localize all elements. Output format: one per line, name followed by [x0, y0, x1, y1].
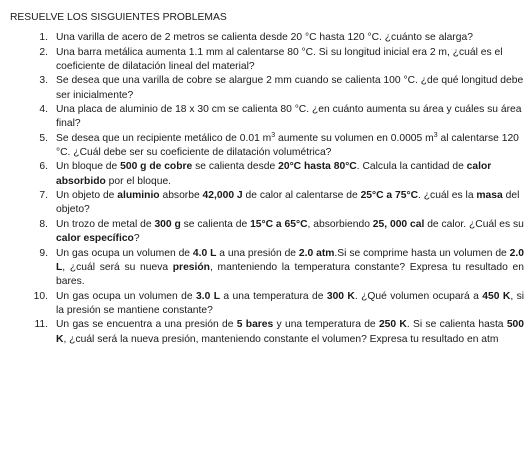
- problem-item: [10, 74, 526, 103]
- problem-number: 3.: [39, 75, 48, 87]
- bold-value: 5 bares: [236, 319, 274, 331]
- text-run: . Si se calienta hasta: [406, 319, 507, 331]
- text-run: se calienta de: [180, 218, 251, 230]
- text-run: .Si se comprime hasta un volumen de: [334, 247, 510, 259]
- bold-value: 500 g de cobre: [120, 161, 193, 173]
- problem-list: [10, 31, 526, 347]
- text-run: Una placa de aluminio de 18 x 30 cm se calienta 80 °C. ¿en cuánto aumenta su área y cuáles su área final?: [56, 104, 522, 130]
- problem-text: [56, 132, 526, 161]
- bold-value: 250 K: [378, 319, 407, 331]
- bold-value: 42,000 J: [202, 190, 243, 202]
- problem-number: 10.: [33, 290, 48, 302]
- bold-value: calor específico: [56, 233, 134, 245]
- bold-value: 25, 000 cal: [372, 218, 425, 230]
- problem-item: [10, 318, 526, 347]
- text-run: al calentarse 120 °C. ¿Cuál debe ser su coeficiente de dilatación volumétrica?: [56, 132, 519, 159]
- superscript: 3: [271, 131, 276, 139]
- problem-text: [56, 247, 526, 290]
- bold-value: 300 g: [154, 218, 181, 230]
- problem-item: [10, 218, 526, 247]
- page-title: RESUELVE LOS SISGUIENTES PROBLEMAS: [10, 12, 227, 23]
- problem-number: 9.: [39, 247, 48, 259]
- problem-number: 6.: [39, 161, 48, 173]
- text-run: Un objeto de: [56, 190, 118, 202]
- text-run: del objeto?: [56, 190, 520, 216]
- text-run: Un gas ocupa un volumen de: [56, 290, 196, 302]
- bold-value: 20°C hasta 80°C: [278, 161, 357, 173]
- text-run: Se desea que una varilla de cobre se alargue 2 mm cuando se calienta 100 °C. ¿de qué longitud debe ser inicialmente?: [56, 75, 524, 101]
- problem-number: 11.: [34, 319, 48, 331]
- text-run: Un bloque de: [56, 161, 121, 173]
- problem-text: [56, 103, 526, 132]
- problem-item: [10, 31, 526, 45]
- text-run: absorbe: [159, 190, 203, 202]
- text-run: , absorbiendo: [307, 218, 373, 230]
- bold-value: 450 K: [482, 290, 511, 302]
- problem-number: 7.: [39, 190, 48, 202]
- bold-value: 300 K: [326, 290, 355, 302]
- problem-text: [56, 74, 526, 103]
- text-run: Una barra metálica aumenta 1.1 mm al calentarse 80 °C. Si su longitud inicial era 2 m, ¿cuál es el coeficiente de dilatación lineal del material?: [56, 46, 503, 73]
- problem-text: [56, 218, 526, 247]
- text-run: , ¿cuál será la nueva presión, manteniendo constante el volumen? Expresa tu resultado en atm: [63, 333, 499, 345]
- problem-number: 8.: [39, 218, 48, 230]
- bold-value: calor absorbido: [56, 161, 492, 187]
- problem-number: 4.: [39, 104, 48, 116]
- problem-item: [10, 247, 526, 290]
- problem-text: [56, 189, 526, 218]
- text-run: de calor al calentarse de: [242, 190, 361, 202]
- problem-item: [10, 103, 526, 132]
- text-run: aumente su volumen en 0.0005 m: [275, 132, 434, 144]
- bold-value: masa: [476, 190, 503, 202]
- text-run: ?: [133, 233, 140, 245]
- bold-value: 3.0 L: [196, 290, 220, 302]
- problem-item: [10, 189, 526, 218]
- problem-item: [10, 290, 526, 319]
- text-run: y una temperatura de: [273, 319, 379, 331]
- text-run: de calor. ¿Cuál es su: [424, 218, 524, 230]
- text-run: , si la presión se mantiene constante?: [56, 290, 525, 316]
- text-run: . ¿cuál es la: [418, 190, 477, 202]
- problem-text: [56, 31, 526, 45]
- bold-value: 25°C a 75°C: [360, 190, 419, 202]
- problem-text: [56, 46, 526, 75]
- bold-value: presión: [172, 261, 210, 273]
- problem-text: [56, 318, 526, 347]
- text-run: por el bloque.: [105, 175, 172, 187]
- text-run: . Calcula la cantidad de: [356, 161, 467, 173]
- problem-number: 2.: [39, 46, 48, 58]
- bold-value: 4.0 L: [192, 247, 217, 259]
- text-run: se calienta desde: [192, 161, 279, 173]
- text-run: Un trozo de metal de: [56, 218, 155, 230]
- problem-number: 1.: [39, 32, 48, 44]
- text-run: , ¿cuál será su nueva: [62, 261, 173, 273]
- superscript: 3: [433, 131, 438, 139]
- text-run: a una presión de: [216, 247, 299, 259]
- text-run: . ¿Qué volumen ocupará a: [354, 290, 483, 302]
- problem-number: 5.: [39, 132, 48, 144]
- text-run: Un gas se encuentra a una presión de: [56, 319, 237, 331]
- text-run: Se desea que un recipiente metálico de 0.01 m: [56, 132, 272, 144]
- problem-item: [10, 160, 526, 189]
- problem-text: [56, 290, 526, 319]
- text-run: , manteniendo la temperatura constante? Expresa tu resultado en bares.: [56, 261, 524, 288]
- text-run: Un gas ocupa un volumen de: [56, 247, 193, 259]
- bold-value: aluminio: [117, 190, 160, 202]
- problem-item: [10, 46, 526, 75]
- text-run: a una temperatura de: [220, 290, 327, 302]
- bold-value: 15°C a 65°C: [250, 218, 308, 230]
- problem-item: [10, 132, 526, 161]
- bold-value: 2.0 atm: [298, 247, 335, 259]
- bold-value: 2.0 L: [56, 247, 524, 273]
- text-run: Una varilla de acero de 2 metros se calienta desde 20 °C hasta 120 °C. ¿cuánto se alarga?: [56, 32, 473, 44]
- problem-text: [56, 160, 526, 189]
- bold-value: 500 K: [56, 319, 524, 345]
